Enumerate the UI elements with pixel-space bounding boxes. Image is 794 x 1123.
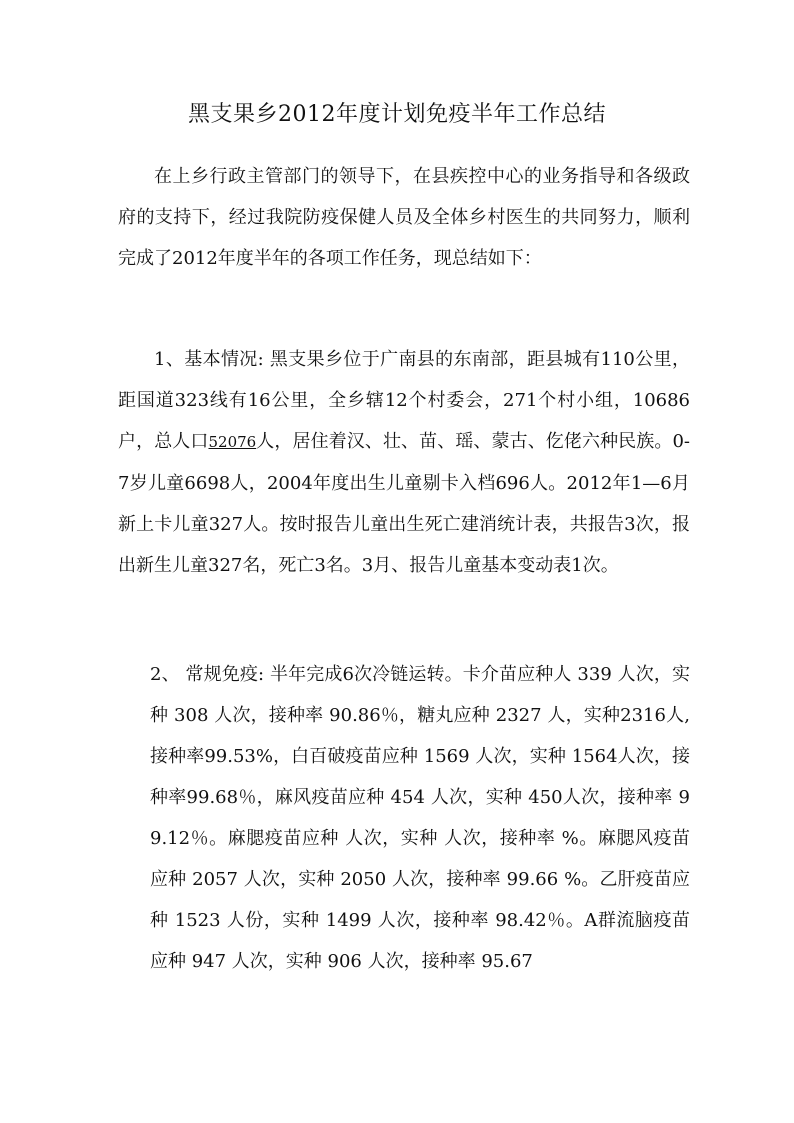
intro-paragraph: 在上乡行政主管部门的领导下，在县疾控中心的业务指导和各级政府的支持下，经过我院防疫保健人员及全体乡村医生的共同努力，顺利完成了2012年度半年的各项工作任务，现总结如下： bbox=[118, 166, 690, 269]
basic-info-text-start: 1、基本情况: 黑支果乡位于广南县的东南部，距县城有110公里，距国道323线有16公里，全乡辖12个村委会，271个村小组，10686户，总人口 bbox=[118, 349, 690, 452]
routine-immunization-paragraph: 2、 常规免疫: 半年完成6次冷链运转。卡介苗应种人 339 人次，实种 308 人次，接种率 90.86％，糖丸应种 2327 人，实种2316人,接种率99.53%，白百破疫苗应种 1569 人次，实种 1564人次，接种率99.68％，麻风疫苗应种 454 人次，实种 450人次，接种率 99.12％。麻腮疫苗应种 人次，实种 人次，接种率 %。麻腮风疫苗应种 2057 人次，实种 2050 人次，接种率 99.66 %。乙肝疫苗应种 1523 人份，实种 1499 人次，接种率 98.42％。A群流脑疫苗应种 947 人次，实种 906 人次，接种率 95.67 bbox=[150, 664, 690, 972]
basic-info-paragraph bbox=[118, 339, 690, 586]
document-title: 黑支果乡2012年度计划免疫半年工作总结 bbox=[188, 102, 606, 127]
basic-info-text-end: 人，居住着汉、壮、苗、瑶、蒙古、仡佬六种民族。0-7岁儿童6698人，2004年度出生儿童剔卡入档696人。2012年1—6月新上卡儿童327人。按时报告儿童出生死亡建消统计表，共报告3次，报出新生儿童327名，死亡3名。3月、报告儿童基本变动表1次。 bbox=[118, 431, 690, 576]
population-figure: 52076 bbox=[208, 433, 257, 451]
